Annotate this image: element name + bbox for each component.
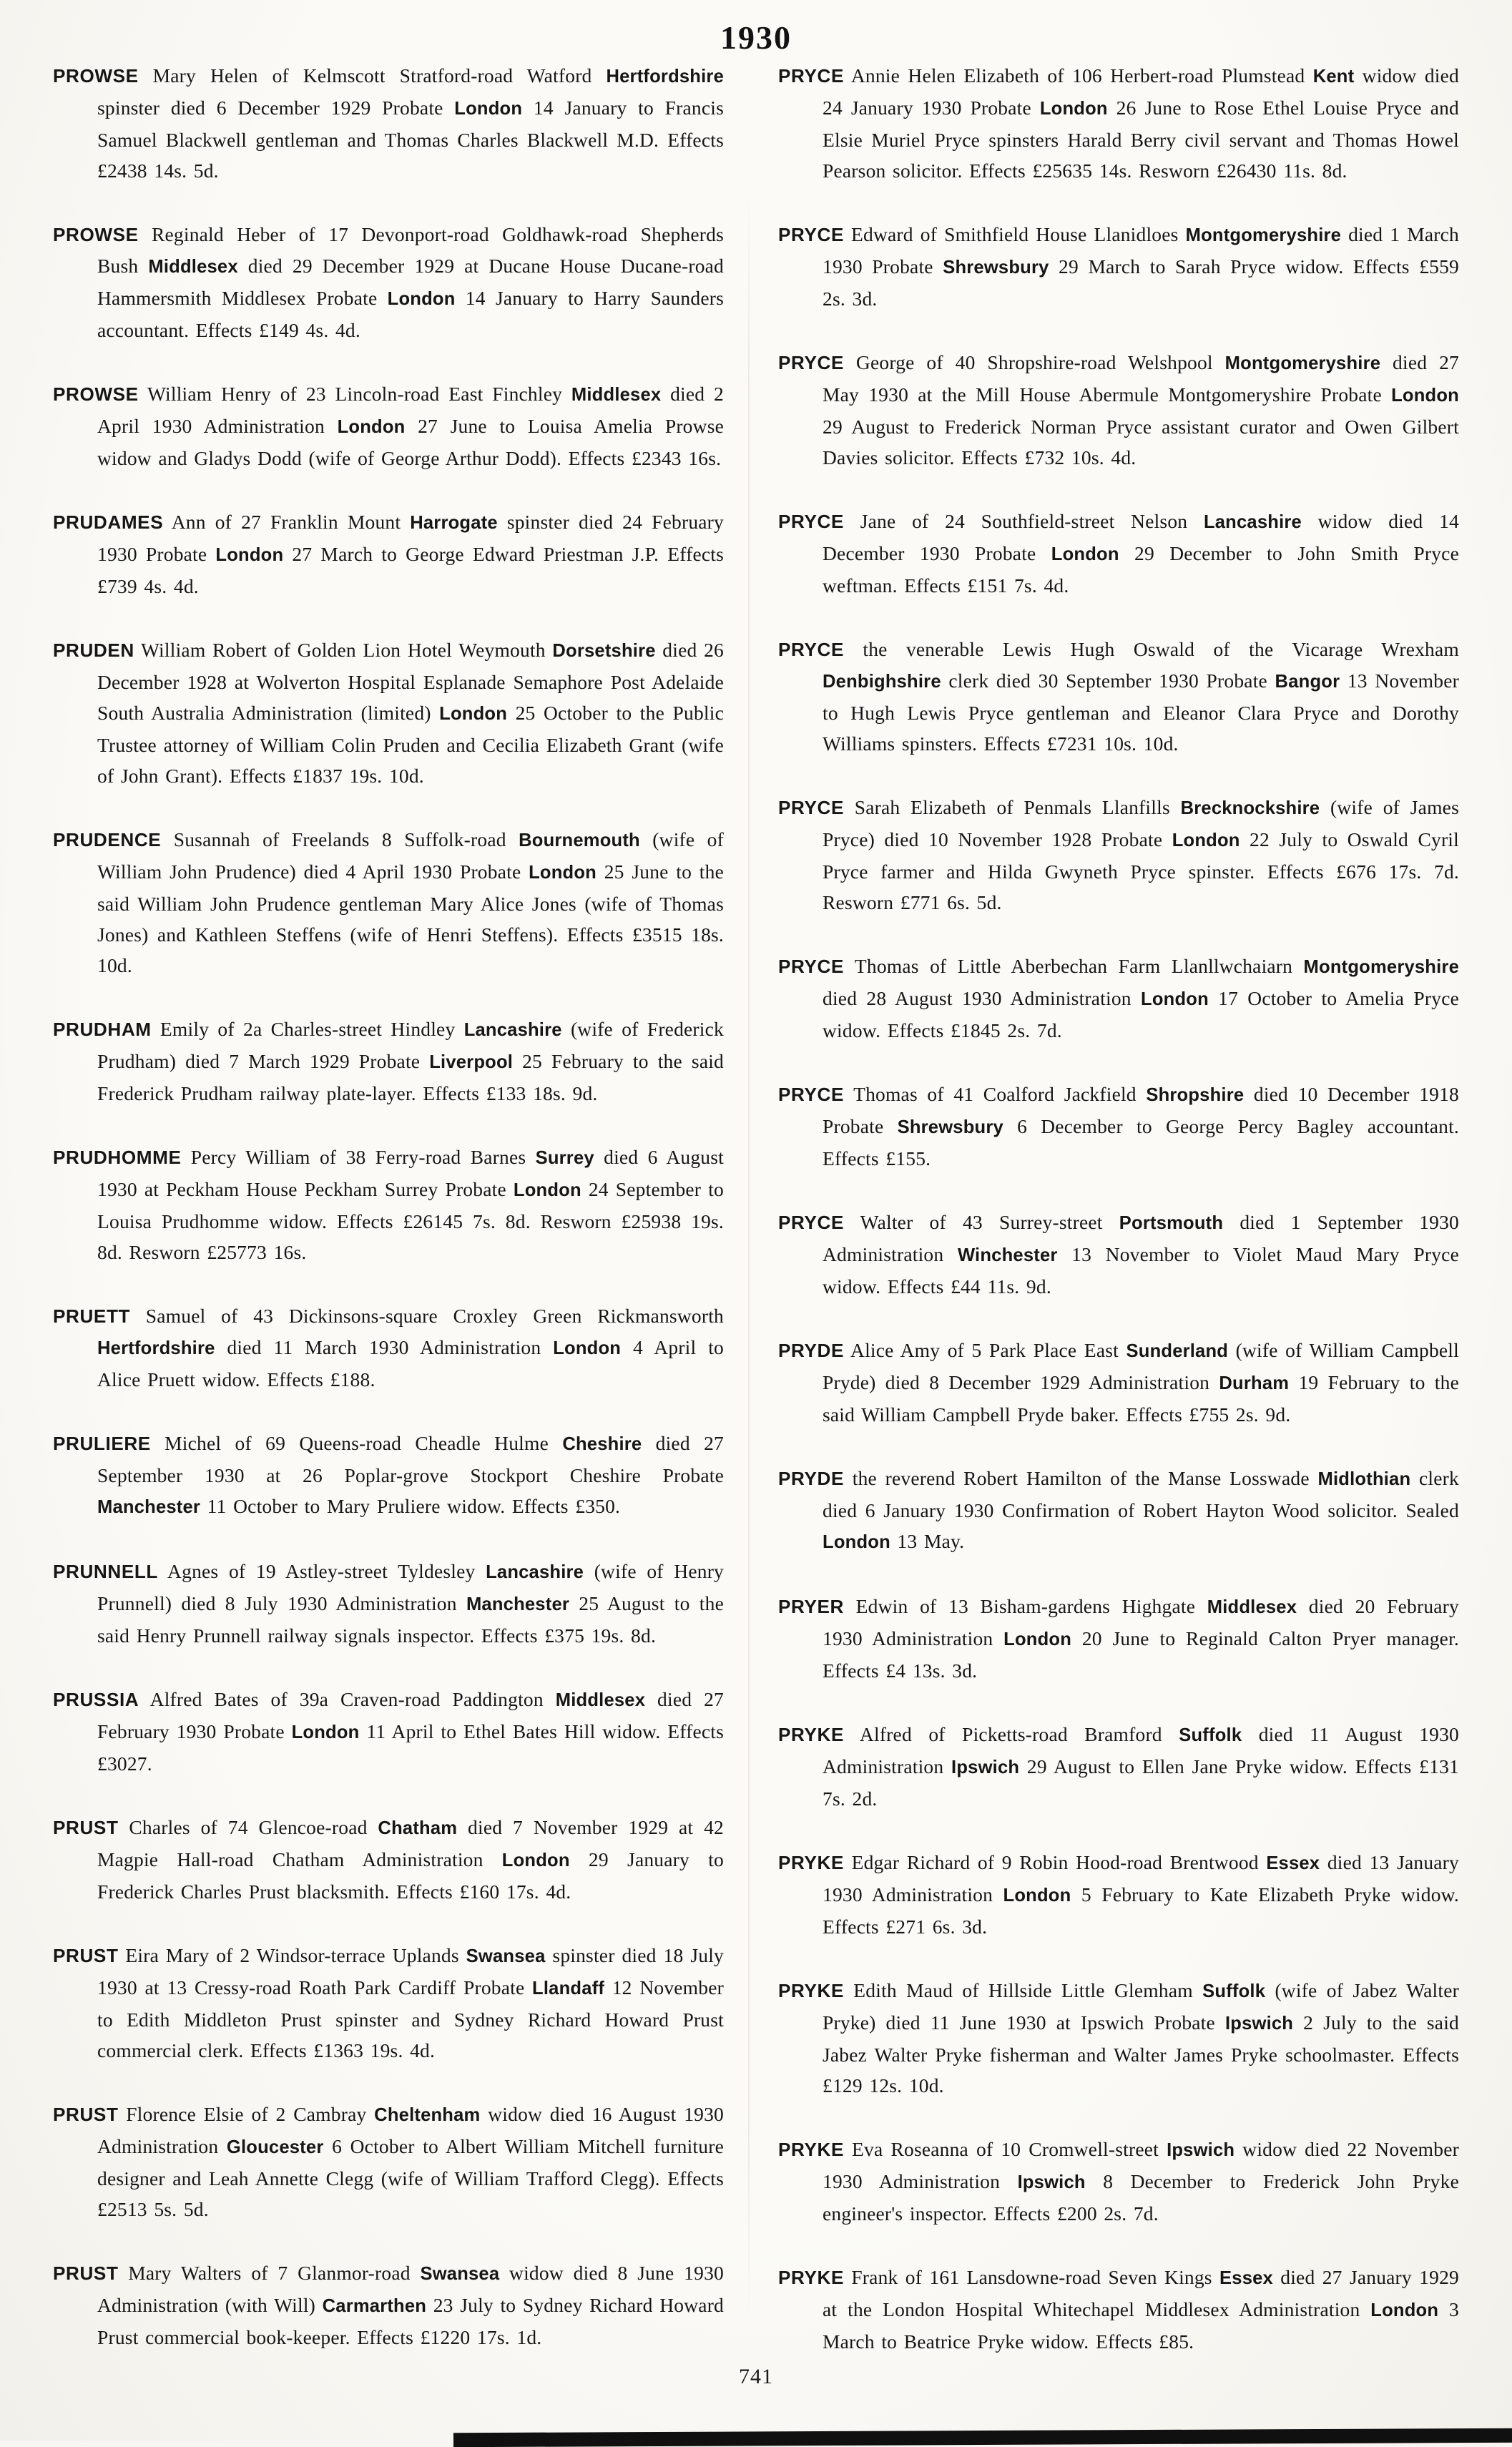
entry-text-segment: the venerable Lewis Hugh Oswald of the Vicarage Wrexham (844, 638, 1459, 660)
entry-text-segment: 14 January to Francis Samuel Blackwell gentleman and Thomas Charles Blackwell M.D. Effects £2438 14s. 5d. (97, 97, 724, 182)
entry-surname: PROWSE (53, 383, 139, 405)
entry-text-segment: Alfred of Picketts-road Bramford (844, 1723, 1179, 1745)
entry-text-segment: 25 August to the said Henry Prunnell railway signals inspector. Effects £375 19s. 8d. (97, 1592, 724, 1647)
entry-text-segment: Jane of 24 Southfield-street Nelson (844, 510, 1204, 532)
entry-surname: PRUNNELL (53, 1561, 158, 1582)
entry-bold-term: Dorsetshire (552, 641, 656, 661)
entry-text-segment: widow died 22 November 1930 Administration (823, 2138, 1459, 2192)
probate-entry (778, 951, 1459, 1046)
entry-surname: PROWSE (53, 224, 139, 245)
entry-bold-term: London (454, 99, 523, 119)
entry-text-segment: Charles of 74 Glencoe-road (118, 1816, 378, 1838)
entry-text-segment: Mary Helen of Kelmscott Stratford-road Watford (138, 64, 607, 87)
entry-text-segment: 5 February to Kate Elizabeth Pryke widow. Effects £271 6s. 3d. (823, 1883, 1459, 1938)
entry-bold-term: London (1003, 1885, 1071, 1906)
entry-surname: PRYCE (778, 797, 844, 818)
entry-text-segment: died 11 March 1930 Administration (215, 1336, 554, 1358)
entry-surname: PRYKE (778, 1724, 844, 1745)
entry-surname: PRUST (53, 2104, 119, 2125)
entry-text-segment: clerk died 30 September 1930 Probate (941, 670, 1275, 692)
probate-entry (778, 60, 1459, 186)
entry-text-segment: (wife of James Pryce) died 10 November 1928 Probate (823, 796, 1459, 850)
entry-text-segment: died 27 September 1930 at 26 Poplar-grove Stockport Cheshire Probate (97, 1432, 724, 1486)
entry-text-segment: the reverend Robert Hamilton of the Manse Losswade (844, 1467, 1318, 1489)
entry-surname: PROWSE (53, 65, 139, 87)
entry-text-segment: Annie Helen Elizabeth of 106 Herbert-road Plumstead (844, 64, 1313, 87)
entry-bold-term: Kent (1312, 67, 1355, 87)
entry-text-segment: (wife of Henry Prunnell) died 8 July 1930 Administration (97, 1560, 725, 1614)
probate-entry (53, 60, 724, 186)
entry-bold-term: Midlothian (1317, 1469, 1411, 1489)
entry-bold-term: London (215, 545, 284, 565)
entry-text-segment: Florence Elsie of 2 Cambray (118, 2103, 375, 2125)
entry-surname: PRUST (53, 1817, 119, 1838)
entry-bold-term: London (1370, 2300, 1439, 2320)
probate-entry (778, 2262, 1459, 2357)
entry-text-segment: 29 January to Frederick Charles Prust blacksmith. Effects £160 17s. 4d. (97, 1848, 724, 1903)
entry-bold-term: London (553, 1338, 622, 1358)
entry-text-segment: Edith Maud of Hillside Little Glemham (844, 1979, 1203, 2001)
entry-bold-term: Suffolk (1202, 1981, 1266, 2001)
entry-bold-term: Bournemouth (519, 830, 640, 850)
entry-text-segment: died 28 August 1930 Administration (823, 987, 1141, 1009)
entry-text-segment: spinster died 6 December 1929 Probate (97, 97, 455, 119)
entry-bold-term: London (1051, 544, 1119, 564)
entry-bold-term: Gloucester (226, 2137, 324, 2157)
entry-bold-term: Portsmouth (1119, 1213, 1224, 1233)
entry-text-segment: William Robert of Golden Lion Hotel Weymouth (134, 639, 553, 661)
entry-text-segment: Ann of 27 Franklin Mount (163, 511, 411, 533)
entry-text-segment: 23 July to Sydney Richard Howard Prust commercial book-keeper. Effects £1220 17s. 1d. (97, 2294, 725, 2348)
entry-surname: PRUDENCE (53, 829, 162, 850)
entry-text-segment: 24 September to Louisa Prudhomme widow. Effects £26145 7s. 8d. Resworn £25938 19s. 8d. Resworn £25773 16s. (97, 1178, 724, 1263)
entry-bold-term: London (1391, 386, 1459, 406)
entry-text-segment: Walter of 43 Surrey-street (844, 1211, 1119, 1233)
entry-text-segment: widow died 8 June 1930 Administration (with Will) (97, 2262, 724, 2316)
probate-entry (53, 1014, 724, 1109)
entry-text-segment: Agnes of 19 Astley-street Tyldesley (157, 1560, 486, 1582)
entry-text-segment: died 29 December 1929 at Ducane House Ducane-road Hammersmith Middlesex Probate (97, 255, 724, 309)
entry-bold-term: Cheltenham (374, 2105, 481, 2125)
entry-bold-term: Bangor (1275, 672, 1340, 692)
probate-entry (778, 347, 1459, 473)
entry-text-segment: died 20 February 1930 Administration (823, 1595, 1459, 1649)
entry-surname: PRULIERE (53, 1433, 151, 1454)
entry-text-segment: 11 April to Ethel Bates Hill widow. Effects £3027. (97, 1720, 724, 1775)
entry-bold-term: Montgomeryshire (1303, 957, 1459, 977)
probate-entry (53, 2099, 724, 2225)
entry-text-segment: clerk died 6 January 1930 Confirmation of Robert Hayton Wood solicitor. Sealed (823, 1467, 1459, 1521)
entry-bold-term: Chatham (378, 1818, 458, 1838)
entry-bold-term: Hertfordshire (606, 67, 724, 87)
entry-text-segment: 14 January to Harry Saunders accountant. Effects £149 4s. 4d. (97, 287, 724, 341)
probate-entry (778, 634, 1459, 759)
entry-surname: PRUDAMES (53, 511, 164, 533)
entry-bold-term: Swansea (466, 1946, 546, 1966)
entry-text-segment: 2 July to the said Jabez Walter Pryke fisherman and Walter James Pryke schoolmaster. Effects £129 12s. 10d. (823, 2011, 1459, 2097)
scan-edge-artifact (453, 2428, 1512, 2447)
entry-bold-term: Essex (1266, 1853, 1320, 1873)
entry-text-segment: spinster died 18 July 1930 at 13 Cressy-road Roath Park Cardiff Probate (97, 1944, 724, 1999)
probate-entry (53, 1556, 724, 1651)
entry-text-segment: 8 December to Frederick John Pryke engineer's inspector. Effects £200 2s. 7d. (823, 2170, 1459, 2225)
probate-entry (53, 378, 724, 474)
entry-bold-term: Middlesex (571, 385, 662, 405)
entry-text-segment: 4 April to Alice Pruett widow. Effects £188. (97, 1336, 724, 1391)
entry-bold-term: Manchester (97, 1497, 201, 1517)
entry-text-segment: Michel of 69 Queens-road Cheadle Hulme (150, 1432, 563, 1454)
probate-entry (53, 219, 724, 345)
entry-text-segment: widow died 16 August 1930 Administration (97, 2103, 724, 2157)
entry-text-segment: 29 August to Frederick Norman Pryce assistant curator and Owen Gilbert Davies solicitor. Effects £732 10s. 4d. (823, 416, 1459, 469)
entry-text-segment: Samuel of 43 Dickinsons-square Croxley Green Rickmansworth (130, 1305, 724, 1327)
probate-entry (778, 1335, 1459, 1430)
entry-text-segment: Alice Amy of 5 Park Place East (844, 1339, 1126, 1361)
entry-text-segment: 29 December to John Smith Pryce weftman. Effects £151 7s. 4d. (823, 542, 1459, 597)
entry-text-segment: 3 March to Beatrice Pryke widow. Effects £85. (823, 2298, 1459, 2353)
probate-entry (778, 1463, 1459, 1558)
entry-text-segment: 12 November to Edith Middleton Prust spinster and Sydney Richard Howard Prust commercial clerk. Effects £1363 19s. 4d. (97, 1976, 724, 2061)
left-column (53, 60, 724, 2385)
entry-bold-term: Lancashire (486, 1562, 584, 1582)
entry-text-segment: Frank of 161 Lansdowne-road Seven Kings (844, 2266, 1220, 2288)
entry-bold-term: London (529, 863, 597, 883)
entry-text-segment: died 11 August 1930 Administration (823, 1723, 1459, 1777)
probate-entry (778, 1719, 1459, 1814)
entry-text-segment: 25 October to the Public Trustee attorney of William Colin Pruden and Cecilia Elizabeth Grant (wife of John Grant). Effects £1837 19s. 10d. (97, 702, 724, 787)
entry-bold-term: Ipswich (1017, 2172, 1086, 2192)
entry-surname: PRUDHAM (53, 1019, 152, 1040)
probate-entry (778, 506, 1459, 601)
entry-text-segment: 25 June to the said William John Prudence gentleman Mary Alice Jones (wife of Thomas Jones) and Kathleen Steffens (wife of Henri Steffens). Effects £3515 18s. 10d. (97, 860, 724, 976)
entry-text-segment: 11 October to Mary Pruliere widow. Effects £350. (200, 1495, 621, 1517)
probate-entry (53, 1940, 724, 2066)
probate-entry (778, 2134, 1459, 2229)
probate-entry (53, 1142, 724, 1267)
entry-text-segment: 6 October to Albert William Mitchell furniture designer and Leah Annette Clegg (wife of William Trafford Clegg). Effects £2513 5s. 5d. (97, 2135, 724, 2220)
entry-text-segment: 22 July to Oswald Cyril Pryce farmer and Hilda Gwyneth Pryce spinster. Effects £676 17s. 7d. Resworn £771 6s. 5d. (823, 828, 1459, 913)
entry-surname: PRYDE (778, 1340, 844, 1361)
probate-entry (778, 1207, 1459, 1302)
entry-text-segment: died 13 January 1930 Administration (823, 1851, 1459, 1906)
entry-text-segment: (wife of Frederick Prudham) died 7 March 1929 Probate (97, 1018, 724, 1072)
probate-entry (53, 824, 724, 981)
entry-bold-term: London (823, 1532, 890, 1552)
entry-text-segment: Sarah Elizabeth of Penmals Llanfills (844, 796, 1181, 818)
entry-bold-term: Shropshire (1146, 1085, 1245, 1105)
page-year-header: 1930 (720, 19, 792, 56)
entry-bold-term: London (291, 1722, 360, 1742)
entry-surname: PRYER (778, 1596, 844, 1617)
entry-text-segment: 27 March to George Edward Priestman J.P. Effects £739 4s. 4d. (97, 543, 724, 597)
entry-text-segment: Thomas of Little Aberbechan Farm Llanllwchaiarn (844, 955, 1304, 977)
entry-bold-term: Harrogate (410, 513, 498, 533)
entry-bold-term: London (439, 704, 508, 724)
entry-bold-term: Lancashire (1203, 512, 1302, 532)
entry-bold-term: London (387, 289, 456, 309)
entry-surname: PRYCE (778, 511, 844, 532)
entry-text-segment: died 26 December 1928 at Wolverton Hospital Esplanade Semaphore Post Adelaide South Australia Administration (limited) (97, 639, 724, 724)
entry-text-segment: died 6 August 1930 at Peckham House Peckham Surrey Probate (97, 1146, 724, 1200)
entry-surname: PRYKE (778, 2267, 844, 2288)
probate-entry (53, 1428, 724, 1523)
entry-bold-term: Middlesex (1207, 1597, 1297, 1617)
probate-entry (778, 1079, 1459, 1174)
entry-bold-term: London (1039, 99, 1108, 119)
entry-bold-term: Llandaff (532, 1978, 605, 1999)
entry-surname: PRYKE (778, 2139, 844, 2160)
entry-bold-term: Ipswich (951, 1757, 1020, 1777)
entry-text-segment: 13 November to Violet Maud Mary Pryce widow. Effects £44 11s. 9d. (823, 1243, 1459, 1298)
entry-text-segment: died 1 March 1930 Probate (823, 223, 1459, 278)
entry-text-segment: died 27 January 1929 at the London Hospital Whitechapel Middlesex Administration (823, 2266, 1459, 2320)
right-column (778, 60, 1459, 2390)
entry-text-segment: died 10 December 1918 Probate (823, 1083, 1459, 1137)
entry-surname: PRYCE (778, 224, 844, 245)
entry-text-segment: Alfred Bates of 39a Craven-road Paddington (139, 1688, 556, 1710)
entry-bold-term: Surrey (535, 1148, 594, 1168)
entry-text-segment: Mary Walters of 7 Glanmor-road (118, 2262, 421, 2284)
entry-bold-term: London (1141, 989, 1209, 1009)
entry-surname: PRUDHOMME (53, 1147, 182, 1168)
entry-bold-term: London (337, 417, 406, 437)
entry-text-segment: 17 October to Amelia Pryce widow. Effects £1845 2s. 7d. (823, 987, 1459, 1041)
entry-text-segment: Thomas of 41 Coalford Jackfield (844, 1083, 1147, 1105)
entry-text-segment: (wife of William Campbell Pryde) died 8 December 1929 Administration (823, 1339, 1459, 1393)
entry-text-segment: widow died 24 January 1930 Probate (823, 64, 1459, 119)
entry-text-segment: Edwin of 13 Bisham-gardens Highgate (844, 1595, 1207, 1617)
entry-text-segment: 19 February to the said William Campbell Pryde baker. Effects £755 2s. 9d. (823, 1371, 1460, 1426)
entry-text-segment: 13 May. (890, 1530, 965, 1552)
entry-surname: PRYCE (778, 956, 844, 977)
column-gutter-line (748, 186, 750, 2326)
entry-text-segment: William Henry of 23 Lincoln-road East Finchley (138, 383, 571, 405)
entry-bold-term: Middlesex (555, 1690, 646, 1710)
entry-bold-term: Hertfordshire (97, 1338, 215, 1358)
probate-entry (53, 1300, 724, 1395)
entry-surname: PRYKE (778, 1980, 844, 2001)
probate-entry (53, 1684, 724, 1779)
entry-bold-term: Montgomeryshire (1224, 353, 1381, 373)
entry-surname: PRYDE (778, 1468, 844, 1489)
entry-bold-term: Manchester (466, 1594, 570, 1614)
probate-entry (778, 1847, 1459, 1942)
entry-bold-term: Liverpool (429, 1052, 514, 1072)
entry-text-segment: (wife of William John Prudence) died 4 April 1930 Probate (97, 828, 724, 883)
entry-surname: PRUST (53, 1945, 119, 1966)
entry-text-segment: Edward of Smithfield House Llanidloes (844, 223, 1186, 245)
entry-bold-term: Durham (1219, 1373, 1290, 1393)
entry-text-segment: (wife of Jabez Walter Pryke) died 11 June 1930 at Ipswich Probate (823, 1979, 1459, 2034)
entry-surname: PRUETT (53, 1305, 131, 1327)
entry-text-segment: 13 November to Hugh Lewis Pryce gentleman and Eleanor Clara Pryce and Dorothy Williams spinsters. Effects £7231 10s. 10d. (823, 670, 1459, 755)
entry-text-segment: 20 June to Reginald Calton Pryer manager. Effects £4 13s. 3d. (823, 1627, 1459, 1682)
entry-bold-term: London (1172, 830, 1240, 850)
entry-bold-term: Winchester (957, 1245, 1058, 1265)
entry-bold-term: Suffolk (1179, 1725, 1242, 1745)
entry-bold-term: Brecknockshire (1180, 798, 1320, 818)
entry-bold-term: Shrewsbury (897, 1117, 1003, 1137)
entry-surname: PRYCE (778, 1084, 844, 1105)
entry-surname: PRUSSIA (53, 1689, 139, 1710)
entry-bold-term: Denbighshire (823, 672, 941, 692)
entry-bold-term: Lancashire (463, 1020, 562, 1040)
entry-text-segment: widow died 14 December 1930 Probate (823, 510, 1459, 564)
probate-entry (53, 1812, 724, 1907)
entry-text-segment: died 2 April 1930 Administration (97, 383, 725, 437)
entry-text-segment: 25 February to the said Frederick Prudham railway plate-layer. Effects £133 18s. 9d. (97, 1050, 725, 1104)
entry-bold-term: Swansea (420, 2264, 500, 2284)
probate-entry (778, 1975, 1459, 2101)
entry-text-segment: Susannah of Freelands 8 Suffolk-road (161, 828, 519, 850)
entry-bold-term: Sunderland (1126, 1341, 1229, 1361)
entry-bold-term: Montgomeryshire (1185, 225, 1342, 245)
probate-entry (53, 634, 724, 791)
entry-surname: PRYKE (778, 1852, 844, 1873)
entry-bold-term: London (513, 1180, 581, 1200)
entry-text-segment: Emily of 2a Charles-street Hindley (151, 1018, 464, 1040)
probate-entry (53, 506, 724, 602)
entry-bold-term: Ipswich (1224, 2014, 1294, 2034)
entry-bold-term: Shrewsbury (943, 258, 1049, 278)
probate-entry (778, 219, 1459, 314)
entry-text-segment: died 27 February 1930 Probate (97, 1688, 724, 1742)
entry-text-segment: Eira Mary of 2 Windsor-terrace Uplands (118, 1944, 466, 1966)
entry-bold-term: Ipswich (1167, 2140, 1235, 2160)
entry-bold-term: Cheshire (562, 1434, 642, 1454)
entry-surname: PRUST (53, 2262, 119, 2284)
entry-text-segment: Edgar Richard of 9 Robin Hood-road Brentwood (844, 1851, 1267, 1873)
entry-text-segment: 6 December to George Percy Bagley accountant. Effects £155. (823, 1115, 1459, 1169)
entry-text-segment: died 7 November 1929 at 42 Magpie Hall-road Chatham Administration (97, 1816, 724, 1870)
entry-text-segment: Reginald Heber of 17 Devonport-road Goldhawk-road Shepherds Bush (97, 223, 724, 277)
entry-text-segment: 26 June to Rose Ethel Louise Pryce and Elsie Muriel Pryce spinsters Harald Berry civil servant and Thomas Howel Pearson solicitor. Effects £25635 14s. Resworn £26430 11s. 8d. (823, 97, 1459, 182)
entry-text-segment: 27 June to Louisa Amelia Prowse widow and Gladys Dodd (wife of George Arthur Dodd). Effects £2343 16s. (97, 415, 724, 469)
entry-bold-term: Carmarthen (322, 2296, 427, 2316)
entry-text-segment: 29 March to Sarah Pryce widow. Effects £559 2s. 3d. (823, 255, 1459, 310)
entry-surname: PRUDEN (53, 639, 134, 661)
entry-text-segment: died 27 May 1930 at the Mill House Abermule Montgomeryshire Probate (823, 351, 1460, 406)
entry-text-segment: spinster died 24 February 1930 Probate (97, 511, 724, 565)
entry-text-segment: 29 August to Ellen Jane Pryke widow. Effects £131 7s. 2d. (823, 1755, 1459, 1810)
entry-surname: PRYCE (778, 65, 844, 87)
probate-entry (778, 1591, 1459, 1686)
entry-text-segment: Eva Roseanna of 10 Cromwell-street (844, 2138, 1167, 2160)
entry-surname: PRYCE (778, 352, 844, 373)
probate-entry (53, 2257, 724, 2353)
page-number: 741 (739, 2365, 773, 2388)
entry-bold-term: Essex (1219, 2268, 1273, 2288)
entry-bold-term: London (1003, 1629, 1072, 1649)
entry-surname: PRYCE (778, 639, 844, 660)
entry-text-segment: Percy William of 38 Ferry-road Barnes (181, 1146, 536, 1168)
entry-bold-term: London (501, 1850, 570, 1870)
entry-text-segment: died 1 September 1930 Administration (823, 1211, 1459, 1265)
entry-text-segment: George of 40 Shropshire-road Welshpool (844, 351, 1225, 373)
entry-surname: PRYCE (778, 1212, 844, 1233)
entry-bold-term: Middlesex (148, 257, 238, 277)
probate-entry (778, 792, 1459, 918)
